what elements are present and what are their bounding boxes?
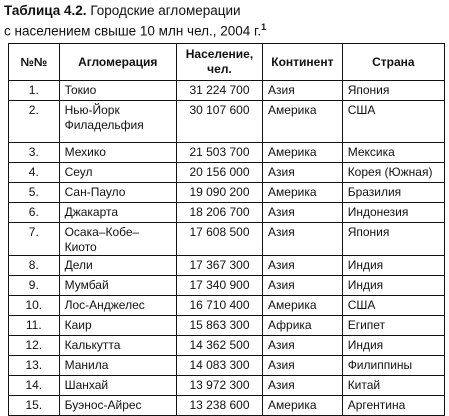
agglomerations-table (8, 43, 445, 416)
cell-continent: Азия (263, 203, 343, 223)
cell-number: 3. (9, 143, 60, 163)
cell-continent: Азия (263, 276, 343, 296)
table-row (9, 143, 445, 163)
caption-title-line1: Городские агломерации (90, 3, 241, 18)
cell-continent: Азия (263, 376, 343, 396)
table-row (9, 276, 445, 296)
cell-country: Индия (342, 276, 444, 296)
cell-number: 13. (9, 356, 60, 376)
table-row (9, 223, 445, 256)
table-caption (4, 2, 266, 40)
header-continent: Континент (263, 44, 343, 81)
cell-number: 7. (9, 223, 60, 256)
table-row (9, 183, 445, 203)
cell-population: 30 107 600 (176, 101, 262, 143)
cell-agglomeration: Сан-Пауло (59, 183, 176, 203)
table-row (9, 396, 445, 416)
cell-country: Корея (Южная) (342, 163, 444, 183)
cell-continent: Америка (263, 143, 343, 163)
cell-country: США (342, 101, 444, 143)
cell-population: 20 156 000 (176, 163, 262, 183)
cell-country: Аргентина (342, 396, 444, 416)
cell-agglomeration: Лос-Анджелес (59, 296, 176, 316)
cell-country: Бразилия (342, 183, 444, 203)
header-number: №№ (9, 44, 60, 81)
cell-number: 14. (9, 376, 60, 396)
cell-number: 6. (9, 203, 60, 223)
cell-agglomeration: Буэнос-Айрес (59, 396, 176, 416)
cell-number: 11. (9, 316, 60, 336)
cell-population: 17 367 300 (176, 256, 262, 276)
table-row (9, 101, 445, 143)
table-row (9, 163, 445, 183)
table-row (9, 336, 445, 356)
cell-agglomeration: Токио (59, 81, 176, 101)
cell-population: 18 206 700 (176, 203, 262, 223)
table-row (9, 376, 445, 396)
cell-agglomeration: Джакарта (59, 203, 176, 223)
cell-population: 19 090 200 (176, 183, 262, 203)
cell-number: 10. (9, 296, 60, 316)
cell-number: 2. (9, 101, 60, 143)
cell-continent: Америка (263, 396, 343, 416)
cell-continent: Америка (263, 101, 343, 143)
cell-continent: Азия (263, 223, 343, 256)
cell-country: Мексика (342, 143, 444, 163)
cell-population: 31 224 700 (176, 81, 262, 101)
cell-agglomeration: Осака–Кобе–Киото (59, 223, 176, 256)
header-row (9, 44, 445, 81)
table-row (9, 256, 445, 276)
cell-population: 13 972 300 (176, 376, 262, 396)
table-row (9, 356, 445, 376)
table-row (9, 203, 445, 223)
cell-population: 17 608 500 (176, 223, 262, 256)
cell-continent: Америка (263, 296, 343, 316)
cell-agglomeration: Сеул (59, 163, 176, 183)
cell-agglomeration: Дели (59, 256, 176, 276)
cell-country: Египет (342, 316, 444, 336)
cell-country: Индия (342, 256, 444, 276)
cell-country: Индия (342, 336, 444, 356)
cell-agglomeration: Калькутта (59, 336, 176, 356)
cell-number: 9. (9, 276, 60, 296)
cell-population: 13 238 600 (176, 396, 262, 416)
header-population: Население, чел. (176, 44, 262, 81)
cell-country: США (342, 296, 444, 316)
cell-agglomeration: Мумбай (59, 276, 176, 296)
cell-continent: Азия (263, 356, 343, 376)
cell-number: 1. (9, 81, 60, 101)
caption-title-line2: с населением свыше 10 млн чел., 2004 г. (4, 23, 262, 39)
cell-number: 12. (9, 336, 60, 356)
cell-number: 4. (9, 163, 60, 183)
table-body (9, 81, 445, 416)
cell-number: 5. (9, 183, 60, 203)
cell-continent: Африка (263, 316, 343, 336)
cell-continent: Азия (263, 81, 343, 101)
cell-population: 14 083 300 (176, 356, 262, 376)
cell-country: Филиппины (342, 356, 444, 376)
cell-population: 14 362 500 (176, 336, 262, 356)
cell-population: 17 340 900 (176, 276, 262, 296)
caption-footnote: 1 (261, 22, 267, 32)
table-row (9, 81, 445, 101)
cell-population: 21 503 700 (176, 143, 262, 163)
cell-population: 16 710 400 (176, 296, 262, 316)
cell-agglomeration: Нью-Йорк Филадельфия (59, 101, 176, 143)
header-agglomeration: Агломерация (59, 44, 176, 81)
cell-country: Индонезия (342, 203, 444, 223)
table-row (9, 316, 445, 336)
cell-continent: Азия (263, 256, 343, 276)
cell-population: 15 863 300 (176, 316, 262, 336)
cell-agglomeration: Манила (59, 356, 176, 376)
cell-country: Япония (342, 81, 444, 101)
cell-continent: Америка (263, 183, 343, 203)
cell-agglomeration: Шанхай (59, 376, 176, 396)
cell-continent: Азия (263, 163, 343, 183)
cell-continent: Азия (263, 336, 343, 356)
caption-label: Таблица 4.2. (4, 3, 87, 18)
header-country: Страна (342, 44, 444, 81)
cell-number: 15. (9, 396, 60, 416)
cell-country: Япония (342, 223, 444, 256)
cell-number: 8. (9, 256, 60, 276)
cell-agglomeration: Мехико (59, 143, 176, 163)
table-row (9, 296, 445, 316)
cell-agglomeration: Каир (59, 316, 176, 336)
cell-country: Китай (342, 376, 444, 396)
